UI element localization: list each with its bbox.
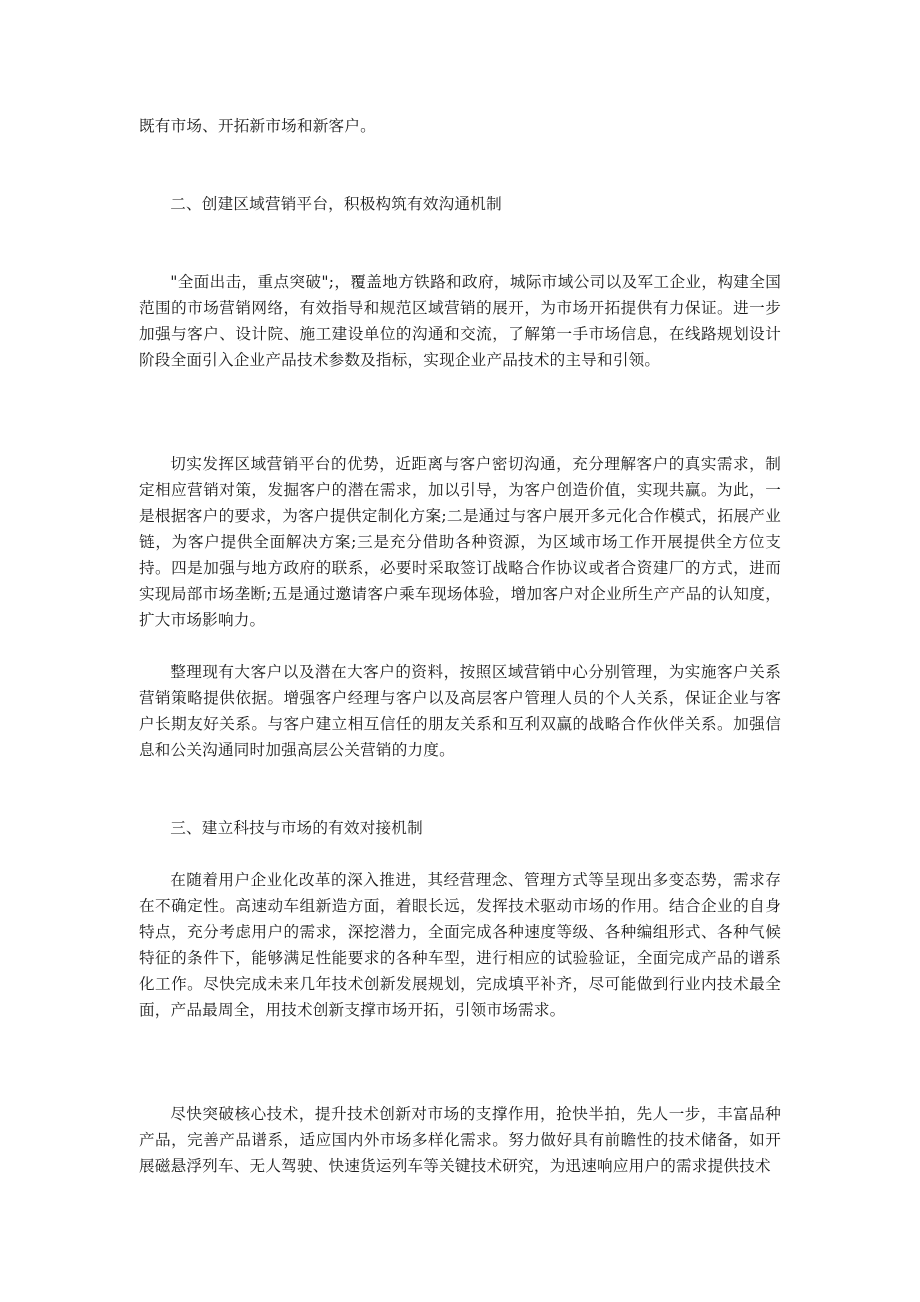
- section-heading-2: 二、创建区域营销平台，积极构筑有效沟通机制: [170, 195, 502, 213]
- paragraph: 切实发挥区域营销平台的优势，近距离与客户密切沟通，充分理解客户的真实需求，制定相应营销对策，发掘客户的潜在需求，加以引导，为客户创造价值，实现共赢。为此，一是根据客户的要求，为客户提供定制化方案;二是通过与客户展开多元化合作模式，拓展产业链，为客户提供全面解决方案;三是充分借助各种资源，为区域市场工作开展提供全方位支持。四是加强与地方政府的联系，必要时采取签订战略合作协议或者合资建厂的方式，进而实现局部市场垄断;五是通过邀请客户乘车现场体验，增加客户对企业所生产产品的认知度，扩大市场影响力。: [139, 455, 781, 629]
- paragraph: "全面出击，重点突破";，覆盖地方铁路和政府，城际市域公司以及军工企业，构建全国范围的市场营销网络，有效指导和规范区域营销的展开，为市场开拓提供有力保证。进一步加强与客户、设计院、施工建设单位的沟通和交流，了解第一手市场信息，在线路规划设计阶段全面引入企业产品技术参数及指标，实现企业产品技术的主导和引领。: [139, 273, 781, 369]
- paragraph: 尽快突破核心技术，提升技术创新对市场的支撑作用，抢快半拍，先人一步，丰富品种产品，完善产品谱系，适应国内外市场多样化需求。努力做好具有前瞻性的技术储备，如开展磁悬浮列车、无人驾驶、快速货运列车等关键技术研究，为迅速响应用户的需求提供技术: [139, 1105, 781, 1175]
- paragraph: 整理现有大客户以及潜在大客户的资料，按照区域营销中心分别管理，为实施客户关系营销策略提供依据。增强客户经理与客户以及高层客户管理人员的个人关系，保证企业与客户长期友好关系。与客户建立相互信任的朋友关系和互利双赢的战略合作伙伴关系。加强信息和公关沟通同时加强高层公关营销的力度。: [139, 663, 781, 759]
- paragraph: 在随着用户企业化改革的深入推进，其经营理念、管理方式等呈现出多变态势，需求存在不确定性。高速动车组新造方面，着眼长远，发挥技术驱动市场的作用。结合企业的自身特点，充分考虑用户的需求，深挖潜力，全面完成各种速度等级、各种编组形式、各种气候特征的条件下，能够满足性能要求的各种车型，进行相应的试验验证，全面完成产品的谱系化工作。尽快完成未来几年技术创新发展规划，完成填平补齐，尽可能做到行业内技术最全面，产品最周全，用技术创新支撑市场开拓，引领市场需求。: [139, 871, 781, 1019]
- section-heading-3: 三、建立科技与市场的有效对接机制: [170, 819, 423, 837]
- paragraph-continuation: 既有市场、开拓新市场和新客户。: [139, 117, 376, 135]
